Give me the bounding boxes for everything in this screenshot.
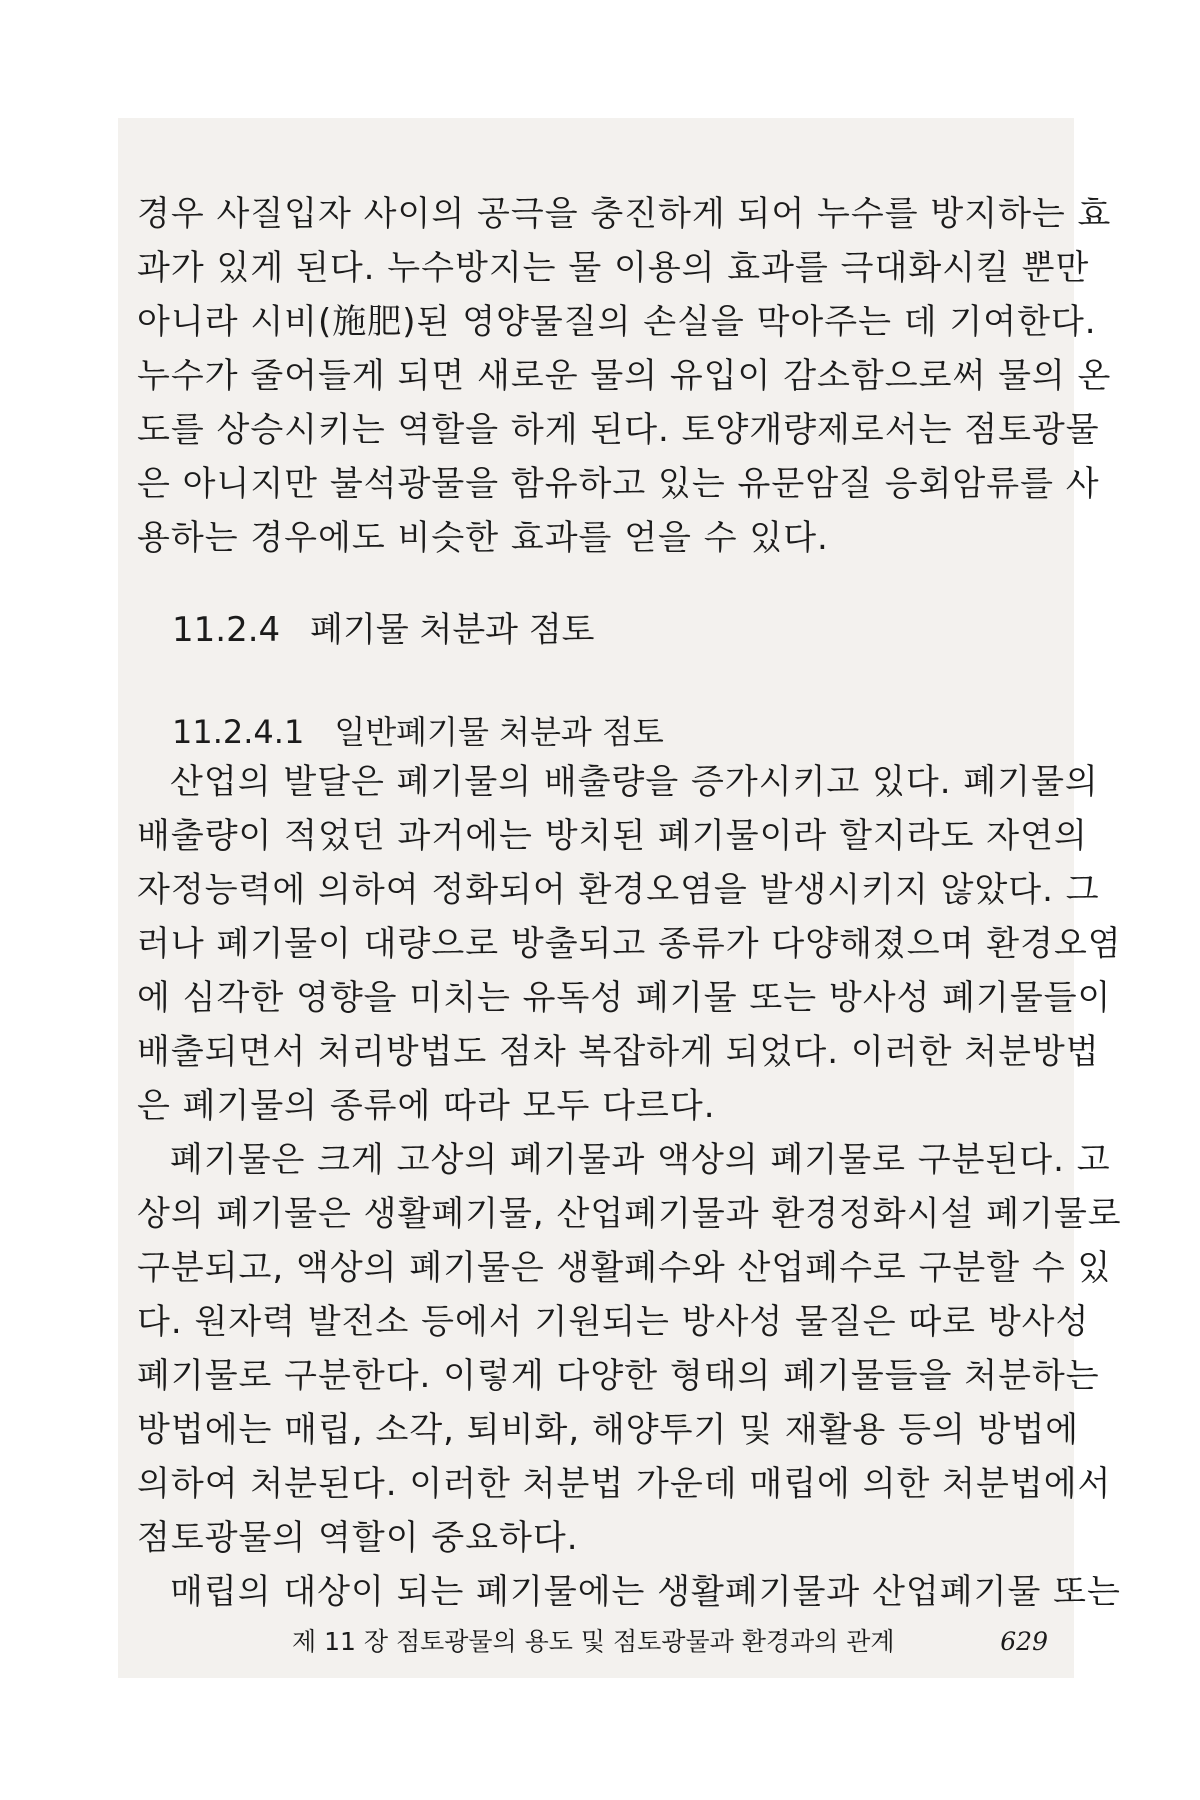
body-text-line: 배출량이 적었던 과거에는 방치된 폐기물이라 할지라도 자연의 [137,816,1088,856]
body-text-line: 매립의 대상이 되는 폐기물에는 생활폐기물과 산업폐기물 또는 [170,1572,1121,1612]
body-text-line: 누수가 줄어들게 되면 새로운 물의 유입이 감소함으로써 물의 온 [137,356,1112,396]
running-title: 제 11 장 점토광물의 용도 및 점토광물과 환경과의 관계 [292,1627,895,1656]
body-text-line: 다. 원자력 발전소 등에서 기원되는 방사성 물질은 따로 방사성 [137,1302,1090,1342]
body-text-line: 은 폐기물의 종류에 따라 모두 다르다. [137,1086,716,1126]
body-text-line: 방법에는 매립, 소각, 퇴비화, 해양투기 및 재활용 등의 방법에 [137,1410,1080,1450]
section-title: 폐기물 처분과 점토 [310,610,595,650]
body-text-line: 도를 상승시키는 역할을 하게 된다. 토양개량제로서는 점토광물 [137,410,1100,450]
body-text-line: 폐기물로 구분한다. 이렇게 다양한 형태의 폐기물들을 처분하는 [137,1356,1100,1396]
body-text-line: 폐기물은 크게 고상의 폐기물과 액상의 폐기물로 구분된다. 고 [170,1140,1111,1180]
body-text-line: 경우 사질입자 사이의 공극을 충진하게 되어 누수를 방지하는 효 [137,194,1112,234]
section-heading [172,600,595,660]
body-text-line: 점토광물의 역할이 중요하다. [137,1518,579,1558]
page-footer [292,1622,1048,1662]
body-text-line: 상의 폐기물은 생활폐기물, 산업폐기물과 환경정화시설 폐기물로 [137,1194,1122,1234]
body-text-line: 은 아니지만 불석광물을 함유하고 있는 유문암질 응회암류를 사 [137,464,1100,504]
body-text-line: 구분되고, 액상의 폐기물은 생활폐수와 산업폐수로 구분할 수 있 [137,1248,1112,1288]
body-text-line: 러나 폐기물이 대량으로 방출되고 종류가 다양해졌으며 환경오염 [137,924,1122,964]
subsection-number: 11.2.4.1 [172,713,305,751]
body-text-line: 과가 있게 된다. 누수방지는 물 이용의 효과를 극대화시킬 뿐만 [137,248,1090,288]
body-text-line: 배출되면서 처리방법도 점차 복잡하게 되었다. 이러한 처분방법 [137,1032,1100,1072]
section-number: 11.2.4 [172,610,281,650]
subsection-title: 일반폐기물 처분과 점토 [334,713,664,751]
body-text-line: 아니라 시비(施肥)된 영양물질의 손실을 막아주는 데 기여한다. [137,302,1097,342]
body-text-line: 의하여 처분된다. 이러한 처분법 가운데 매립에 의한 처분법에서 [137,1464,1112,1504]
body-text-line: 에 심각한 영향을 미치는 유독성 폐기물 또는 방사성 폐기물들이 [137,978,1112,1018]
body-text-line: 용하는 경우에도 비슷한 효과를 얻을 수 있다. [137,518,829,558]
body-text-line: 산업의 발달은 폐기물의 배출량을 증가시키고 있다. 폐기물의 [170,762,1099,802]
page-number: 629 [1000,1627,1048,1656]
body-text-line: 자정능력에 의하여 정화되어 환경오염을 발생시키지 않았다. 그 [137,870,1100,910]
